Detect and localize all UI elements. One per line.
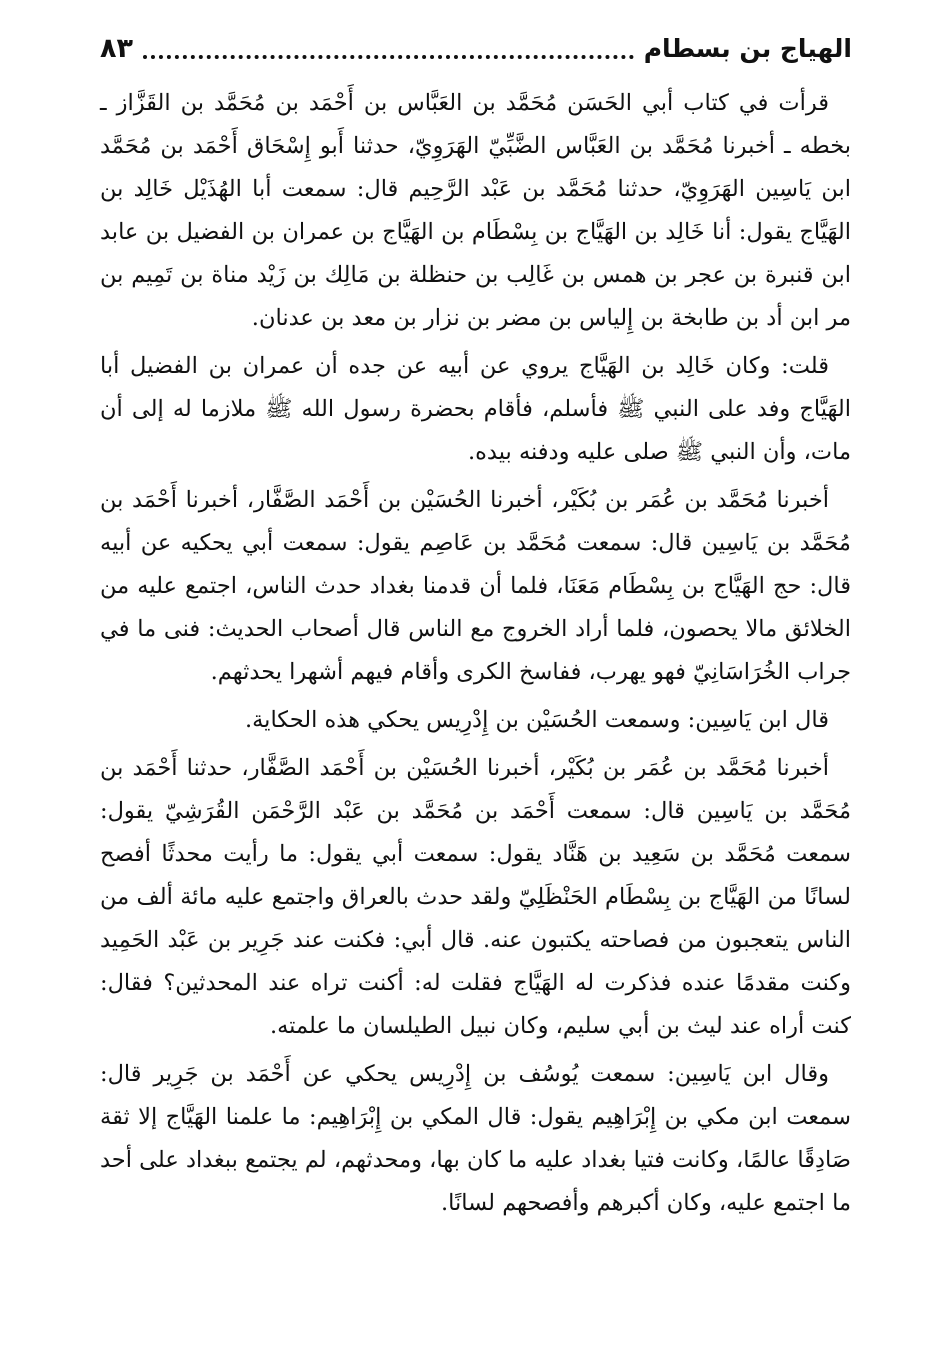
page-body bbox=[100, 82, 851, 1225]
header-dot-leader bbox=[143, 37, 634, 59]
paragraph: أخبرنا مُحَمَّد بن عُمَر بن بُكَيْر، أخبرنا الحُسَيْن بن أَحْمَد الصَّفَّار، أخبرنا أَحْمَد بن مُحَمَّد بن يَاسِين قال: سمعت مُحَمَّد بن عَاصِم يقول: سمعت أبي يحكيه عن أبيه قال: حج الهَيَّاج بن بِسْطَام مَعَنَا، فلما أن قدمنا بغداد حدث الناس، اجتمع عليه من الخلائق مالا يحصون، فلما أراد الخروج مع الناس قال أصحاب الحديث: فنى ما في جراب الخُرَاسَانِيّ فهو يهرب، ففاسخ الكرى وأقام فيهم أشهرا يحدثهم. bbox=[100, 487, 851, 685]
running-title: الهياج بن بسطام bbox=[643, 33, 852, 63]
page-number: ٨٣ bbox=[100, 32, 133, 64]
paragraph: قال ابن يَاسِين: وسمعت الحُسَيْن بن إِدْرِيس يحكي هذه الحكاية. bbox=[244, 707, 829, 733]
paragraph: قرأت في كتاب أبي الحَسَن مُحَمَّد بن العَبَّاس بن أَحْمَد بن مُحَمَّد بن القَزَّاز ـ بخطه ـ أخبرنا مُحَمَّد بن العَبَّاس الضَّبِّيّ الهَرَوِيّ، حدثنا أَبو إِسْحَاق أَحْمَد بن مُحَمَّد ابن يَاسِين الهَرَوِيّ، حدثنا مُحَمَّد بن عَبْد الرَّحِيم قال: سمعت أبا الهُذَيْل خَالِد بن الهَيَّاج يقول: أنا خَالِد بن الهَيَّاج بن بِسْطَام بن الهَيَّاج بن عمران بن الفضيل بن عابد ابن قنبرة بن عجر بن همس بن غَالِب بن حنظلة بن مَالِك بن زَيْد مناة بن تَمِيم بن مر ابن أد بن طابخة بن إِلياس بن مضر بن نزار بن معد بن عدنان. bbox=[100, 90, 851, 331]
paragraph: وقال ابن يَاسِين: سمعت يُوسُف بن إِدْرِيس يحكي عن أَحْمَد بن جَرِير قال: سمعت ابن مكي بن إِبْرَاهِيم يقول: قال المكي بن إِبْرَاهِيم: ما علمنا الهَيَّاج إلا ثقة صَادِقًا عالمًا، وكانت فتيا بغداد عليه ما كان بها، ومحدثهم، لم يجتمع ببغداد على أحد ما اجتمع عليه، وكان أكبرهم وأفصحهم لسانًا. bbox=[100, 1061, 851, 1216]
page-header bbox=[100, 28, 852, 68]
paragraph: قلت: وكان خَالِد بن الهَيَّاج يروي عن أبيه عن جده أن عمران بن الفضيل أبا الهَيَّاج وفد على النبي ﷺ فأسلم، فأقام بحضرة رسول الله ﷺ ملازما له إلى أن مات، وأن النبي ﷺ صلى عليه ودفنه بيده. bbox=[100, 353, 851, 465]
paragraph: أخبرنا مُحَمَّد بن عُمَر بن بُكَيْر، أخبرنا الحُسَيْن بن أَحْمَد الصَّفَّار، حدثنا أَحْمَد بن مُحَمَّد بن يَاسِين قال: سمعت أَحْمَد بن مُحَمَّد بن عَبْد الرَّحْمَن القُرَشِيّ يقول: سمعت مُحَمَّد بن سَعِيد بن هَنَّاد يقول: سمعت أبي يقول: ما رأيت محدثًا أفصح لسانًا من الهَيَّاج بن بِسْطَام الحَنْظَلِيّ ولقد حدث بالعراق واجتمع عليه مائة ألف من الناس يتعجبون من فصاحته يكتبون عنه. قال أبي: فكنت عند جَرِير بن عَبْد الحَمِيد وكنت مقدمًا عنده فذكرت له الهَيَّاج فقلت له: أكنت تراه عند المحدثين؟ فقال: كنت أراه عند ليث بن أبي سليم، وكان نبيل الطيلسان ما علمته. bbox=[100, 755, 851, 1039]
